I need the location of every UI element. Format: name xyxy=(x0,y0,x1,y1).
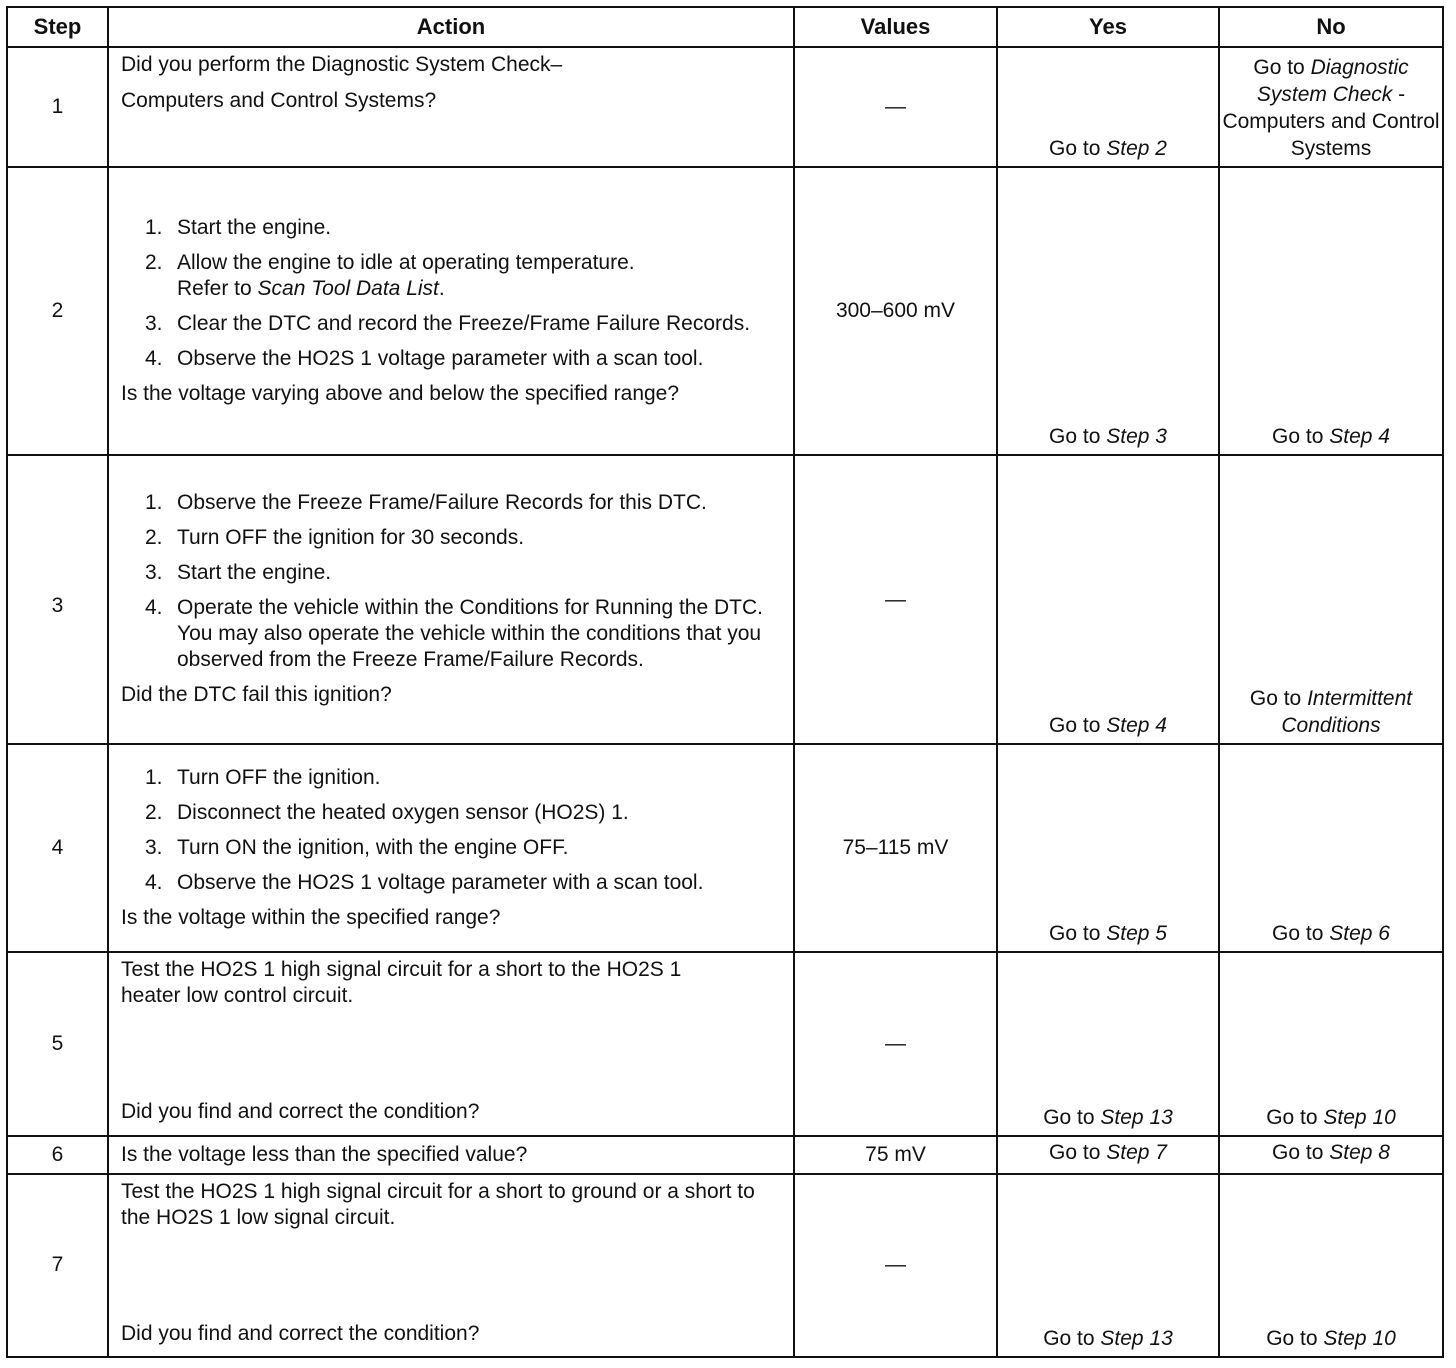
goto-prefix: Go to xyxy=(1249,687,1302,711)
action-question: Did you find and correct the condition? xyxy=(121,1100,480,1124)
yes-cell xyxy=(997,1136,1219,1174)
instruction-list xyxy=(121,215,783,372)
table-row-step-5 xyxy=(7,952,1443,1135)
action-text: Test the HO2S 1 high signal circuit for a short to the HO2S 1 heater low control circuit. xyxy=(121,958,682,1008)
table-row-step-3 xyxy=(7,455,1443,744)
no-cell xyxy=(1219,744,1443,952)
yes-cell xyxy=(997,952,1219,1135)
goto-prefix: Go to xyxy=(1043,1105,1095,1129)
list-item: 4. Observe the HO2S 1 voltage parameter with a scan tool. xyxy=(145,346,704,370)
header-yes: Yes xyxy=(997,7,1219,47)
value-cell: 75 mV xyxy=(794,1136,997,1174)
goto-prefix: Go to xyxy=(1253,56,1305,80)
step-number: 5 xyxy=(7,952,108,1135)
value-cell: — xyxy=(794,455,997,744)
yes-cell xyxy=(997,167,1219,454)
step-number: 7 xyxy=(7,1174,108,1357)
goto-prefix: Go to xyxy=(1266,1105,1318,1129)
no-cell xyxy=(1219,47,1443,167)
value-cell: — xyxy=(794,1174,997,1357)
list-item: 2. Disconnect the heated oxygen sensor (HO2S) 1. xyxy=(145,801,629,825)
goto-step-link[interactable]: Step 6 xyxy=(1329,922,1390,946)
instruction-list xyxy=(121,490,783,673)
no-cell xyxy=(1219,167,1443,454)
goto-procedure-link[interactable]: Diagnostic System Check xyxy=(1256,56,1409,107)
action-question: Is the voltage within the specified range? xyxy=(121,906,501,930)
list-item: 1. Turn OFF the ignition. xyxy=(145,766,381,790)
list-item: 2. Turn OFF the ignition for 30 seconds. xyxy=(145,526,525,550)
goto-prefix: Go to xyxy=(1049,137,1101,161)
list-item: 1. Observe the Freeze Frame/Failure Records for this DTC. xyxy=(145,491,707,515)
header-step: Step xyxy=(7,7,108,47)
no-cell xyxy=(1219,455,1443,744)
yes-cell xyxy=(997,47,1219,167)
goto-step-link[interactable]: Step 10 xyxy=(1323,1105,1396,1129)
action-text: Computers and Control Systems? xyxy=(121,89,437,112)
diagnostic-table xyxy=(6,6,1444,1358)
action-cell xyxy=(108,744,794,952)
header-action: Action xyxy=(108,7,794,47)
step-number: 3 xyxy=(7,455,108,744)
value-cell: 300–600 mV xyxy=(794,167,997,454)
step-number: 6 xyxy=(7,1136,108,1174)
goto-prefix: Go to xyxy=(1049,1141,1101,1165)
header-row xyxy=(7,7,1443,47)
goto-prefix: Go to xyxy=(1272,424,1324,448)
goto-step-link[interactable]: Step 10 xyxy=(1323,1327,1396,1350)
goto-step-link[interactable]: Step 4 xyxy=(1106,714,1167,738)
list-item: 4. Operate the vehicle within the Conditions for Running the DTC. You may also operate the vehicle within the conditions that you observed from the Freeze Frame/Failure Records. xyxy=(145,596,763,672)
table-row-step-2 xyxy=(7,167,1443,454)
goto-prefix: Go to xyxy=(1049,922,1101,946)
action-question: Is the voltage varying above and below the specified range? xyxy=(121,381,680,405)
no-cell xyxy=(1219,1174,1443,1357)
goto-prefix: Go to xyxy=(1272,1141,1324,1165)
action-cell xyxy=(108,1174,794,1357)
action-text: Test the HO2S 1 high signal circuit for a short to ground or a short to the HO2S 1 low signal circuit. xyxy=(121,1179,755,1229)
table-row-step-7 xyxy=(7,1174,1443,1357)
action-text: Did you perform the Diagnostic System Check– xyxy=(121,53,563,76)
goto-prefix: Go to xyxy=(1043,1327,1095,1350)
list-item: 4. Observe the HO2S 1 voltage parameter with a scan tool. xyxy=(145,871,704,895)
goto-step-link[interactable]: Step 3 xyxy=(1106,424,1167,448)
table-row-step-4 xyxy=(7,744,1443,952)
table-row-step-1 xyxy=(7,47,1443,167)
action-cell xyxy=(108,47,794,167)
goto-step-link[interactable]: Step 2 xyxy=(1106,137,1167,161)
action-question: Is the voltage less than the specified value? xyxy=(108,1136,794,1174)
yes-cell xyxy=(997,744,1219,952)
table-row-step-6 xyxy=(7,1136,1443,1174)
reference-link[interactable]: Scan Tool Data List xyxy=(257,276,439,300)
value-cell: — xyxy=(794,47,997,167)
value-cell: 75–115 mV xyxy=(794,744,997,952)
step-number: 4 xyxy=(7,744,108,952)
goto-step-link[interactable]: Step 13 xyxy=(1100,1327,1173,1350)
goto-suffix: - Computers and Control Systems xyxy=(1222,83,1440,161)
action-question: Did the DTC fail this ignition? xyxy=(121,683,392,707)
goto-step-link[interactable]: Step 5 xyxy=(1106,922,1167,946)
header-values: Values xyxy=(794,7,997,47)
step-number: 1 xyxy=(7,47,108,167)
no-cell xyxy=(1219,952,1443,1135)
goto-step-link[interactable]: Step 4 xyxy=(1329,424,1390,448)
action-cell xyxy=(108,952,794,1135)
action-cell xyxy=(108,455,794,744)
list-item: 3. Clear the DTC and record the Freeze/Frame Failure Records. xyxy=(145,311,751,335)
goto-prefix: Go to xyxy=(1049,424,1101,448)
step-number: 2 xyxy=(7,167,108,454)
goto-step-link[interactable]: Step 13 xyxy=(1100,1105,1173,1129)
value-cell: — xyxy=(794,952,997,1135)
action-cell xyxy=(108,167,794,454)
yes-cell xyxy=(997,455,1219,744)
yes-cell xyxy=(997,1174,1219,1357)
header-no: No xyxy=(1219,7,1443,47)
list-item: 3. Turn ON the ignition, with the engine OFF. xyxy=(145,836,569,860)
list-item: 3. Start the engine. xyxy=(145,561,332,585)
instruction-list xyxy=(121,765,783,896)
goto-prefix: Go to xyxy=(1266,1327,1318,1350)
goto-prefix: Go to xyxy=(1049,714,1101,738)
action-question: Did you find and correct the condition? xyxy=(121,1321,480,1345)
no-cell xyxy=(1219,1136,1443,1174)
goto-procedure-link[interactable]: Intermittent Conditions xyxy=(1281,687,1413,738)
list-item: 2. Allow the engine to idle at operating temperature. Refer to Scan Tool Data List. xyxy=(145,250,635,300)
list-item: 1. Start the engine. xyxy=(145,215,332,239)
goto-prefix: Go to xyxy=(1272,922,1324,946)
goto-step-link[interactable]: Step 8 xyxy=(1329,1141,1390,1165)
goto-step-link[interactable]: Step 7 xyxy=(1106,1141,1167,1165)
